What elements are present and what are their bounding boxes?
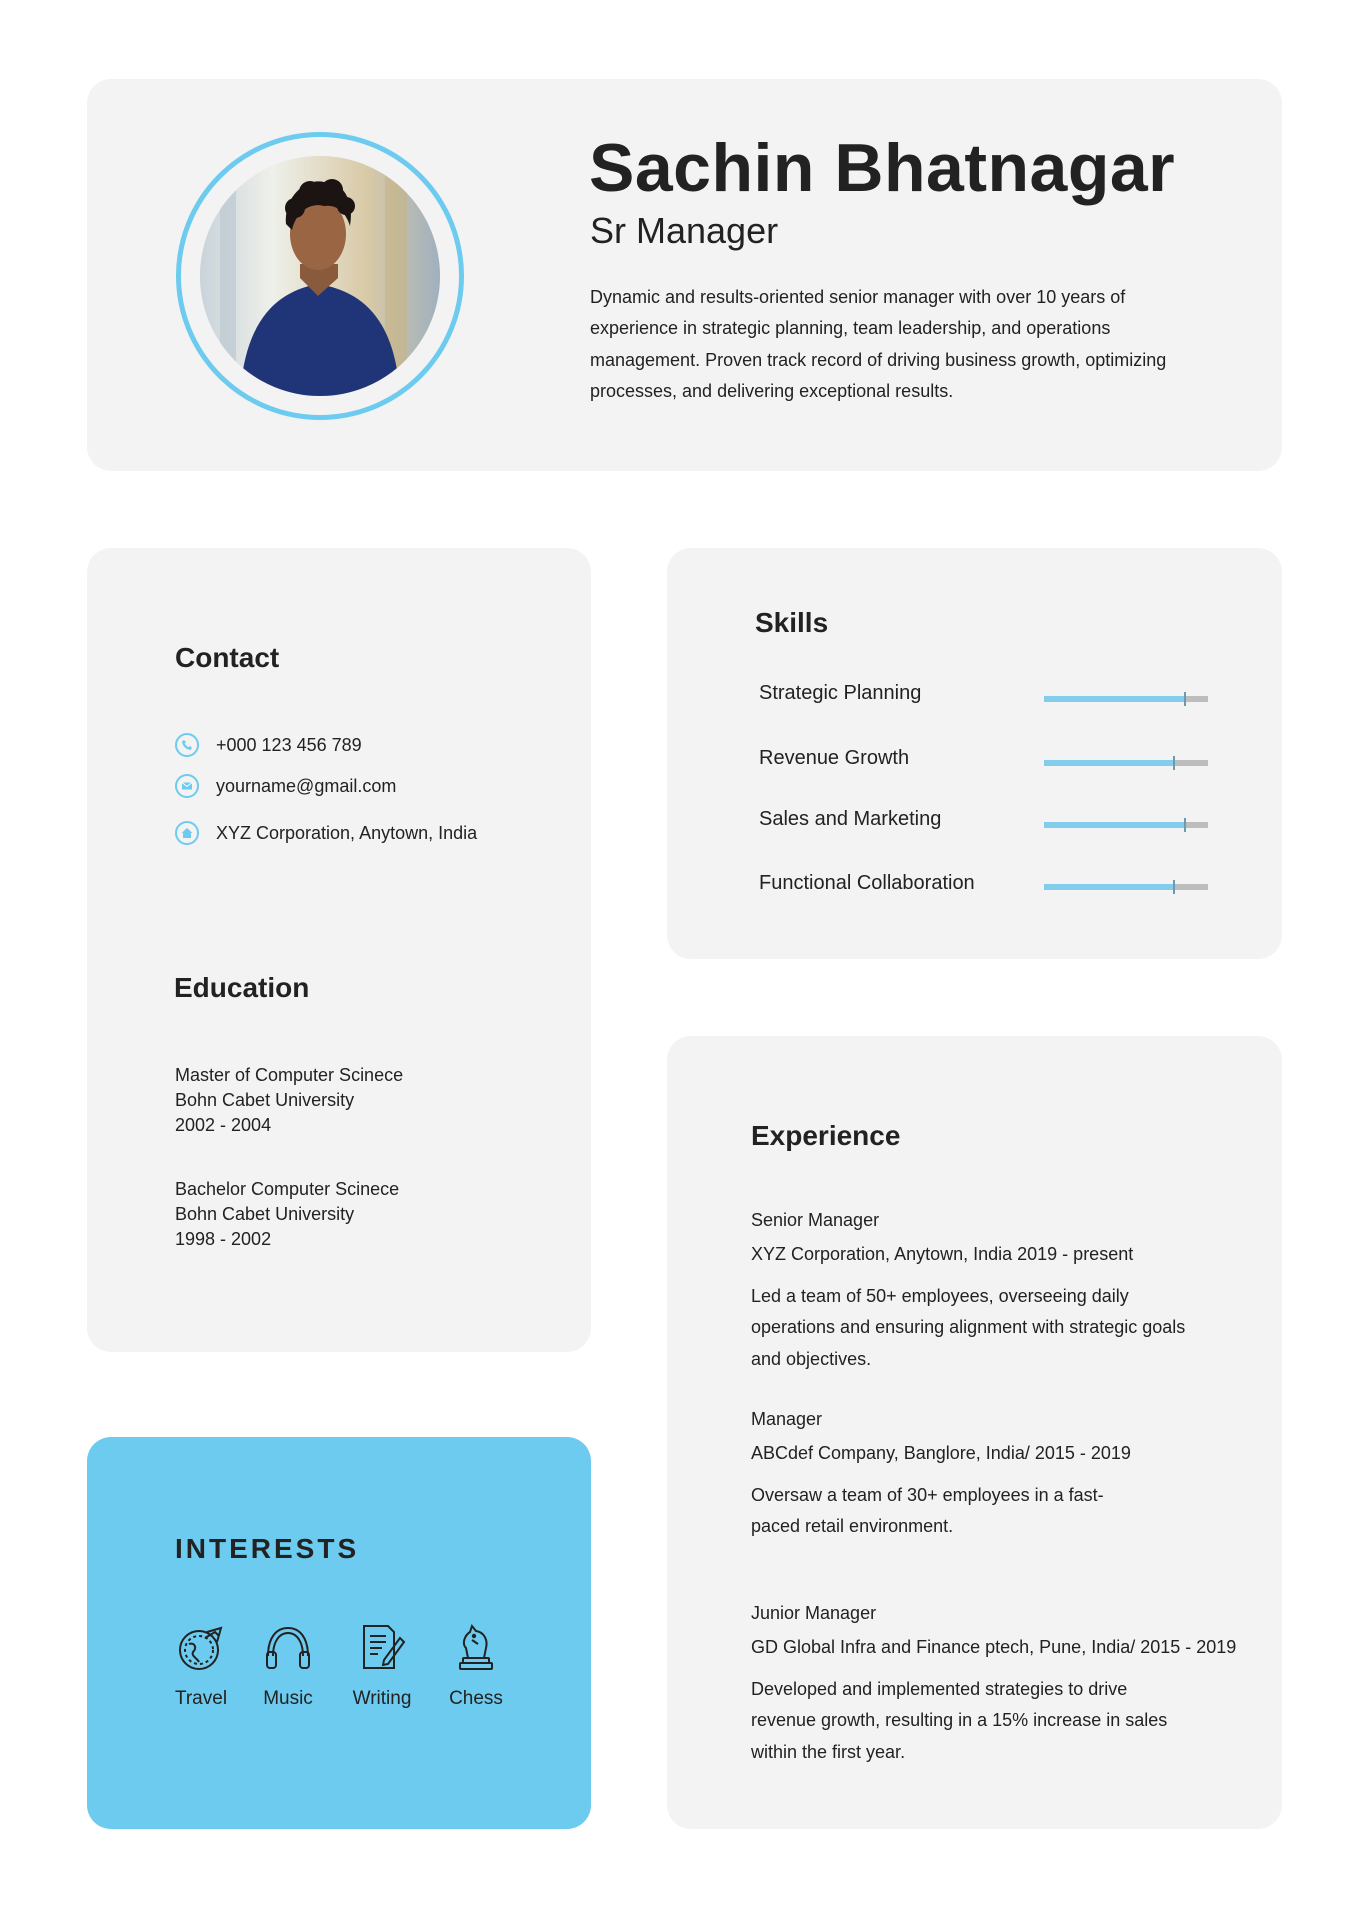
interests-heading: INTERESTS	[175, 1533, 360, 1564]
contact-phone: +000 123 456 789	[216, 734, 362, 755]
job-org: GD Global Infra and Finance ptech, Pune, India/ 2015 - 2019	[751, 1637, 1237, 1657]
skill-bar-fill	[1044, 696, 1185, 702]
contact-email[interactable]: yourname@gmail.com	[216, 775, 397, 796]
profile-photo	[200, 156, 440, 396]
education-school: Bohn Cabet University	[175, 1090, 355, 1110]
skill-bar-fill	[1044, 822, 1185, 828]
skill-label: Sales and Marketing	[759, 808, 942, 830]
skill-bar	[1044, 822, 1208, 828]
contact-education-card	[87, 548, 591, 1352]
home-icon	[175, 821, 199, 845]
skill-bar	[1044, 760, 1208, 766]
job-org: ABCdef Company, Banglore, India/ 2015 - 2019	[751, 1443, 1131, 1463]
interest-music	[243, 1622, 333, 1710]
skill-bar-fill	[1044, 760, 1174, 766]
skill-bar-marker	[1184, 692, 1186, 706]
job-description: Developed and implemented strategies to drive revenue growth, resulting in a 15% increase in sales within the first year.	[751, 1679, 1168, 1762]
travel-globe-icon	[175, 1622, 227, 1674]
writing-icon	[356, 1622, 408, 1674]
header-card	[87, 79, 1282, 471]
contact-email-row	[175, 774, 396, 798]
skill-label: Revenue Growth	[759, 747, 910, 769]
mail-icon	[175, 774, 199, 798]
experience-card	[667, 1036, 1282, 1829]
interest-travel	[156, 1622, 246, 1710]
skills-card	[667, 548, 1282, 959]
skill-bar-marker	[1173, 880, 1175, 894]
interest-chess	[431, 1622, 521, 1710]
skill-bar-marker	[1184, 818, 1186, 832]
education-degree: Master of Computer Scinece	[175, 1065, 404, 1085]
skills-heading: Skills	[755, 607, 829, 638]
job-title: Senior Manager	[751, 1210, 880, 1230]
education-item	[175, 1177, 399, 1252]
interest-writing	[337, 1622, 427, 1710]
interest-label: Travel	[174, 1688, 228, 1709]
headphones-icon	[262, 1622, 314, 1674]
education-years: 2002 - 2004	[175, 1115, 272, 1135]
skill-bar	[1044, 884, 1208, 890]
candidate-name: Sachin Bhatnagar	[589, 130, 1176, 206]
candidate-role: Sr Manager	[590, 210, 779, 251]
job-title: Manager	[751, 1409, 823, 1429]
profile-photo-frame	[176, 132, 464, 420]
contact-heading: Contact	[175, 642, 280, 673]
education-years: 1998 - 2002	[175, 1229, 272, 1249]
phone-icon	[175, 733, 199, 757]
education-degree: Bachelor Computer Scinece	[175, 1179, 400, 1199]
profile-summary: Dynamic and results-oriented senior manager with over 10 years of experience in strategic planning, team leadership, and operations management. Proven track record of driving business growth, optimizing processes, and delivering exceptional results.	[590, 287, 1167, 401]
job-description: Oversaw a team of 30+ employees in a fast-paced retail environment.	[751, 1485, 1104, 1537]
interests-card	[87, 1437, 591, 1829]
job-description: Led a team of 50+ employees, overseeing daily operations and ensuring alignment with strategic goals and objectives.	[751, 1286, 1186, 1369]
education-item	[175, 1063, 403, 1138]
interest-label: Music	[263, 1688, 313, 1709]
skill-bar-marker	[1173, 756, 1175, 770]
skill-bar	[1044, 696, 1208, 702]
interest-label: Writing	[352, 1688, 412, 1709]
skill-label: Strategic Planning	[759, 682, 922, 704]
contact-address: XYZ Corporation, Anytown, India	[216, 822, 478, 843]
education-heading: Education	[174, 972, 310, 1003]
education-school: Bohn Cabet University	[175, 1204, 355, 1224]
skill-label: Functional Collaboration	[759, 872, 975, 894]
skill-bar-fill	[1044, 884, 1174, 890]
contact-address-row	[175, 821, 477, 845]
contact-phone-row	[175, 733, 362, 757]
interest-label: Chess	[449, 1688, 503, 1709]
job-org: XYZ Corporation, Anytown, India 2019 - present	[751, 1244, 1134, 1264]
experience-heading: Experience	[751, 1120, 901, 1151]
chess-knight-icon	[450, 1622, 502, 1674]
job-title: Junior Manager	[751, 1603, 877, 1623]
